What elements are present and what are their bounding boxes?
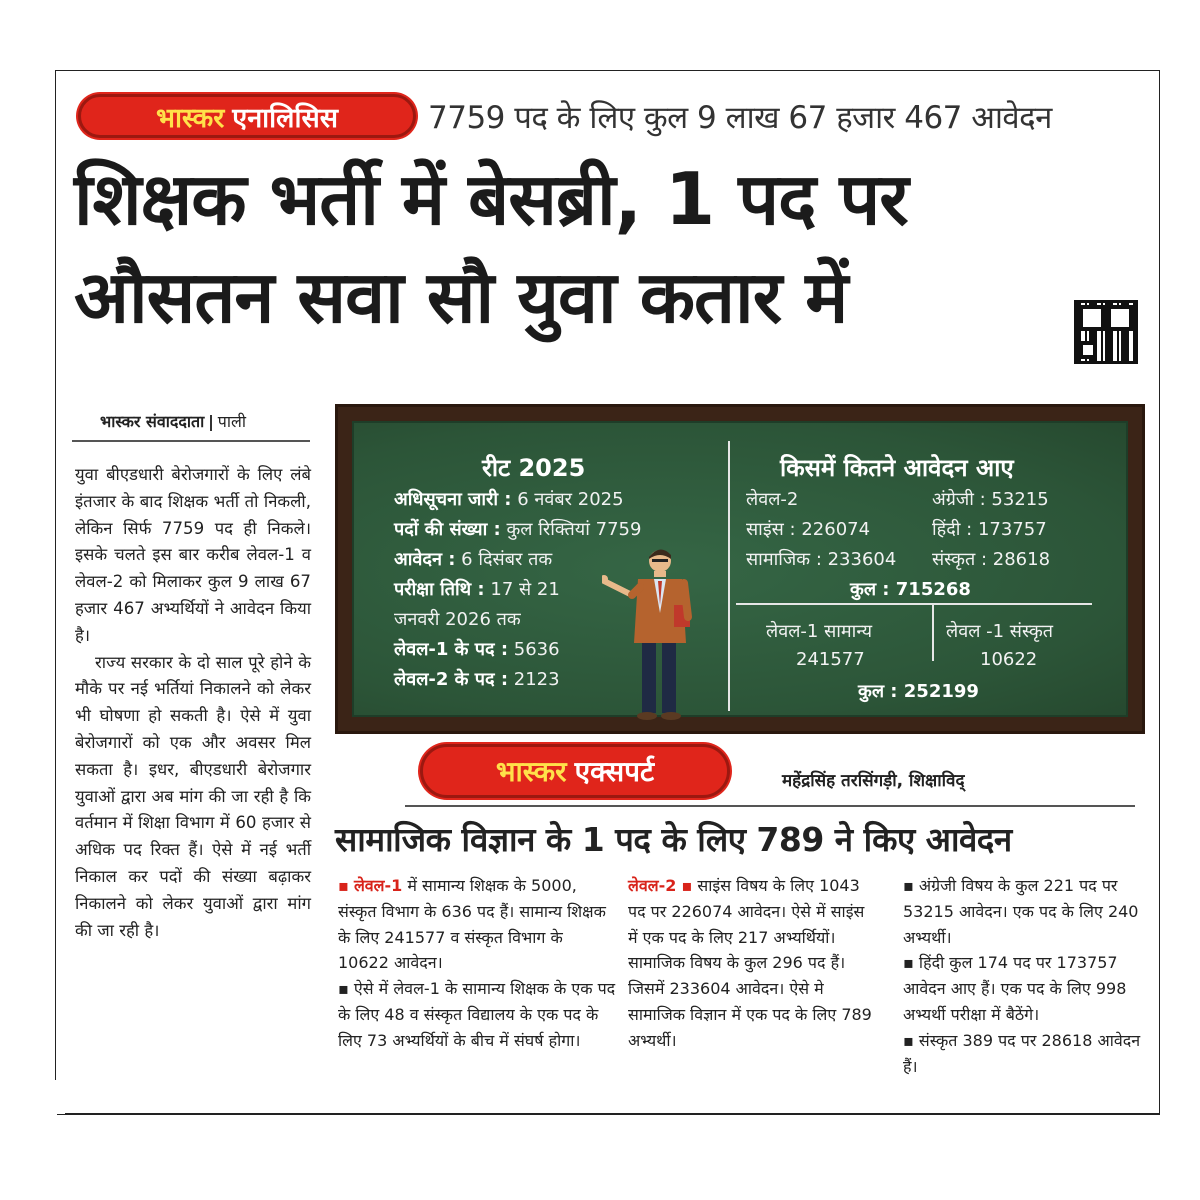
kicker-text: 7759 पद के लिए कुल 9 लाख 67 हजार 467 आवेदन xyxy=(428,100,1052,136)
board-sanskrit: संस्कृत : 28618 xyxy=(932,549,1051,570)
bottom-rule xyxy=(65,1113,1160,1115)
analysis-badge xyxy=(78,94,416,138)
byline xyxy=(100,410,246,432)
bullet-icon: ▪ xyxy=(676,876,693,895)
left-article xyxy=(75,462,311,944)
badge-word-1: भास्कर xyxy=(156,102,225,134)
board-row-notification: अधिसूचना जारी : 6 नवंबर 2025 xyxy=(394,489,624,510)
col3-text-1: अंग्रेजी विषय के कुल 221 पद पर 53215 आवेदन। एक पद के लिए 240 अभ्यर्थी। xyxy=(903,876,1139,947)
col3-text-3: संस्कृत 389 पद पर 28618 आवेदन हैं। xyxy=(903,1030,1141,1076)
board-social: सामाजिक : 233604 xyxy=(746,549,897,570)
top-banner xyxy=(78,90,1148,142)
frame-gap xyxy=(55,1080,57,1115)
qr-code-icon xyxy=(1074,300,1138,364)
col3-text-2: हिंदी कुल 174 पद पर 173757 आवेदन आए हैं। एक पद के लिए 998 अभ्यर्थी परीक्षा में बैठेंगे। xyxy=(903,953,1127,1024)
left-para-1: युवा बीएडधारी बेरोजगारों के लिए लंबे इंतजार के बाद शिक्षक भर्ती तो निकली, लेकिन सिर्फ 7759 पद ही निकले। इसके चलते इस बार करीब लेवल-1 व लेवल-2 को मिलाकर कुल 9 लाख 67 हजार 467 अभ्यर्थियों ने आवेदन किया है। xyxy=(75,465,311,645)
board-divider-vertical xyxy=(728,441,730,711)
board-l1-sanskrit-label: लेवल -1 संस्कृत xyxy=(946,621,1054,642)
board-row-posts: पदों की संख्या : कुल रिक्तियां 7759 xyxy=(394,519,642,540)
expert-badge-word-1: भास्कर xyxy=(495,755,567,788)
bullet-icon: ▪ xyxy=(338,876,354,895)
board-total-1: कुल : 715268 xyxy=(850,579,971,600)
board-divider-horizontal xyxy=(736,603,1092,605)
chalkboard xyxy=(335,404,1145,734)
col2-text: साइंस विषय के लिए 1043 पद पर 226074 आवेदन। ऐसे में साइंस में एक पद के लिए 217 अभ्यर्थियों। सामाजिक विषय के कुल 296 पद हैं। जिसमें 233604 आवेदन। ऐसे मे सामाजिक विज्ञान में एक पद के लिए 789 अभ्यर्थी। xyxy=(628,876,872,1050)
col2-lead: लेवल-2 xyxy=(628,876,677,895)
bullet-icon: ▪ xyxy=(903,1030,914,1050)
board-l1-general-value: 241577 xyxy=(796,649,865,670)
expert-badge-word-2: एक्सपर्ट xyxy=(574,755,655,788)
board-row-exam-date-2: जनवरी 2026 तक xyxy=(394,609,521,630)
headline-line-1: शिक्षक भर्ती में बेसब्री, 1 पद पर xyxy=(74,157,908,241)
board-hindi: हिंदी : 173757 xyxy=(932,519,1047,540)
column-1 xyxy=(338,873,616,1054)
headline-line-2: औसतन सवा सौ युवा कतार में xyxy=(74,255,848,339)
board-left-title: रीट 2025 xyxy=(482,454,586,482)
board-row-application: आवेदन : 6 दिसंबर तक xyxy=(394,549,553,570)
board-row-level2-posts: लेवल-2 के पद : 2123 xyxy=(394,669,560,690)
chalkboard-surface xyxy=(352,421,1128,717)
bullet-icon: ▪ xyxy=(903,876,914,895)
col1-text: में सामान्य शिक्षक के 5000, संस्कृत विभाग के 636 पद हैं। सामान्य शिक्षक के लिए 241577 व संस्कृत विभाग के 10622 आवेदन। xyxy=(338,876,606,973)
board-row-exam-date: परीक्षा तिथि : 17 से 21 xyxy=(394,579,560,600)
board-right-title: किसमें कितने आवेदन आए xyxy=(780,454,1014,482)
expert-name: महेंद्रसिंह तरसिंगड़ी, शिक्षाविद् xyxy=(782,771,965,791)
board-level2-label: लेवल-2 xyxy=(746,489,799,510)
col1-text-2: ऐसे में लेवल-1 के सामान्य शिक्षक के एक पद के लिए 48 व संस्कृत विद्यालय के एक पद के लिए 73 अभ्यर्थियों के बीच में संघर्ष होगा। xyxy=(338,979,616,1050)
board-l1-sanskrit-value: 10622 xyxy=(980,649,1038,670)
expert-rule xyxy=(405,805,1135,807)
headline xyxy=(74,150,1074,346)
badge-word-2: एनालिसिस xyxy=(232,102,338,134)
expert-badge xyxy=(420,744,730,798)
board-l1-general-label: लेवल-1 सामान्य xyxy=(766,621,873,642)
teacher-illustration xyxy=(602,543,712,723)
col1-lead: लेवल-1 xyxy=(353,876,403,895)
board-total-2: कुल : 252199 xyxy=(858,681,979,702)
column-3 xyxy=(903,873,1141,1079)
byline-rule xyxy=(72,440,310,442)
board-science: साइंस : 226074 xyxy=(746,519,871,540)
left-para-2: राज्य सरकार के दो साल पूरे होने के मौके पर नई भर्तियां निकालने को लेकर भी घोषणा हो सकती है। ऐसे में युवा बेरोजगारों को एक और अवसर मिल सकता है। इधर, बीएडधारी बेरोजगार युवाओं द्वारा अब मांग की जा रही है कि वर्तमान में शिक्षा विभाग में 60 हजार से अधिक पद रिक्त हैं। ऐसे में नई भर्ती निकाल कर पदों की संख्या बढ़ाकर निकालने को लेकर युवाओं द्वारा मांग की जा रही है। xyxy=(75,652,311,940)
byline-reporter: भास्कर संवाददाता xyxy=(100,412,205,431)
board-divider-vertical-2 xyxy=(932,603,934,661)
byline-place: पाली xyxy=(217,412,247,431)
column-2 xyxy=(628,873,878,1054)
bullet-icon: ▪ xyxy=(338,979,349,999)
board-row-level1-posts: लेवल-1 के पद : 5636 xyxy=(394,639,560,660)
bullet-icon: ▪ xyxy=(903,953,914,973)
subheadline: सामाजिक विज्ञान के 1 पद के लिए 789 ने किए आवेदन xyxy=(335,820,1012,859)
board-english: अंग्रेजी : 53215 xyxy=(932,489,1049,510)
